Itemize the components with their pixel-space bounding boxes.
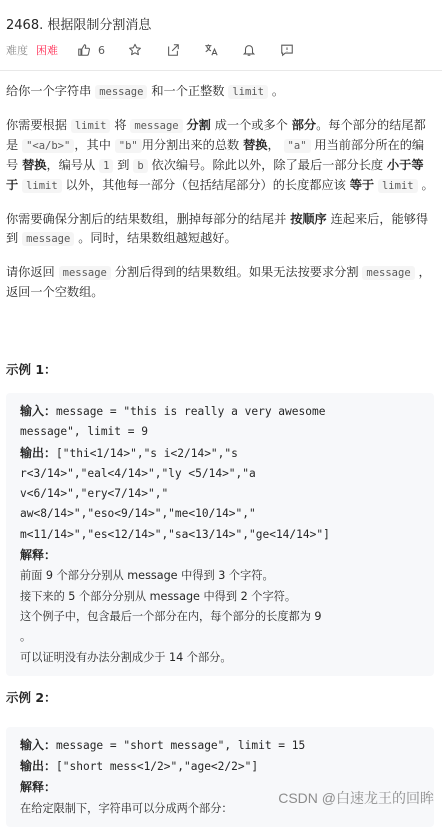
watermark: CSDN @白速龙王的回眸 <box>278 790 434 806</box>
desc-text: 你需要根据 <box>6 118 67 132</box>
desc-text: 。 <box>421 178 434 192</box>
example-output-cont: r<3/14>","eal<4/14>","ly <5/14>","a <box>20 466 256 480</box>
inline-code: message <box>130 119 182 133</box>
desc-text: 分割后得到的结果数组。如果无法按要求分割 <box>114 265 359 279</box>
like-button[interactable] <box>76 42 105 58</box>
explain-line: 这个例子中，包含最后一个部分在内，每个部分的长度都为 9 <box>20 609 322 623</box>
inline-code: "a" <box>284 139 311 153</box>
desc-paragraph-3 <box>6 210 434 249</box>
inline-code: limit <box>228 85 268 99</box>
example-output-cont: v<6/14>","ery<7/14>"," <box>20 487 169 501</box>
inline-code: message <box>22 232 74 246</box>
inline-code: limit <box>22 179 62 193</box>
example-output: ["short mess<1/2>","age<2/2>"] <box>56 760 259 774</box>
desc-text: 用当前部分所在的编号 <box>6 138 425 172</box>
bold-text: 按顺序 <box>290 212 327 226</box>
share-icon[interactable] <box>165 42 181 58</box>
desc-paragraph-4 <box>6 263 434 302</box>
desc-text: 将 <box>114 118 127 132</box>
inline-code: message <box>59 266 111 280</box>
bold-text: 小于等于 <box>6 158 424 192</box>
thumbs-up-icon <box>76 42 92 58</box>
inline-code: "<a/b>" <box>22 139 74 153</box>
desc-text: 到 <box>117 158 130 172</box>
problem-description <box>6 82 434 827</box>
example-input: message = "this is really a very awesome <box>56 405 326 418</box>
explain-line: 在给定限制下，字符串可以分成两个部分： <box>20 801 233 815</box>
explain-line: 接下来的 5 个部分分别从 message 中得到 2 个字符。 <box>20 589 297 603</box>
example-output-cont: aw<8/14>","eso<9/14>","me<10/14>"," <box>20 507 256 521</box>
example-input-cont: message", limit = 9 <box>20 425 148 439</box>
explain-line: 。 <box>20 630 32 644</box>
difficulty-label: 难度 <box>6 44 28 57</box>
inline-code: 1 <box>99 159 113 173</box>
desc-text: 。每个部分的结尾都是 <box>6 118 426 152</box>
output-label: 输出： <box>20 759 57 774</box>
bold-text: 分割 <box>186 118 211 132</box>
explain-line: 可以证明没有办法分割成少于 14 个部分。 <box>20 650 232 664</box>
input-label: 输入： <box>20 404 57 418</box>
bell-icon[interactable] <box>241 42 257 58</box>
example-output: ["thi<1/14>","s i<2/14>","s <box>56 446 238 460</box>
input-label: 输入： <box>20 737 57 752</box>
desc-text: 连起来后，能够得到 <box>6 212 429 245</box>
bold-text: 替换 <box>243 138 268 152</box>
star-icon[interactable] <box>127 42 143 58</box>
output-label: 输出： <box>20 445 57 460</box>
like-count: 6 <box>98 43 105 57</box>
desc-text: 请你返回 <box>6 265 55 279</box>
desc-text: ，其中 <box>74 138 111 152</box>
explain-line: 前面 9 个部分分别从 message 中得到 3 个字符。 <box>20 569 274 583</box>
desc-text: 成一个或多个 <box>214 118 288 132</box>
inline-code: b <box>133 159 147 173</box>
desc-text: 用分割出来的总数 <box>141 138 240 152</box>
explain-label: 解释： <box>20 548 57 563</box>
inline-code: message <box>95 85 147 99</box>
inline-code: "b" <box>115 139 142 153</box>
bold-text: 替换 <box>22 158 47 172</box>
problem-title: 2468. 根据限制分割消息 <box>6 18 152 33</box>
difficulty-badge: 困难 <box>36 44 58 57</box>
example-2-title: 示例 2： <box>6 689 57 705</box>
inline-code: limit <box>378 179 418 193</box>
desc-text: 依次编号。除此以外，除了最后一部分长度 <box>151 158 384 172</box>
desc-text: 。 <box>271 84 284 98</box>
bold-text: 部分 <box>291 118 317 132</box>
example-1-box <box>6 393 434 676</box>
inline-code: limit <box>71 119 111 133</box>
inline-code: message <box>362 266 414 280</box>
desc-text: 给你一个字符串 <box>6 84 92 98</box>
example-output-cont: m<11/14>","es<12/14>","sa<13/14>","ge<14/14>"] <box>20 527 330 541</box>
desc-text: 你需要确保分割后的结果数组，删掉每部分的结尾并 <box>6 212 287 226</box>
example-2-box <box>6 727 434 827</box>
desc-text: 和一个正整数 <box>151 84 225 98</box>
example-input: message = "short message", limit = 15 <box>56 738 306 752</box>
bold-text: 等于 <box>349 178 375 192</box>
explain-label: 解释： <box>20 780 57 795</box>
desc-text: ， <box>267 138 280 152</box>
translate-icon[interactable] <box>203 42 219 58</box>
example-1-title: 示例 1： <box>6 362 57 377</box>
desc-paragraph-2 <box>6 116 434 196</box>
desc-paragraph-1 <box>6 82 434 102</box>
feedback-icon[interactable] <box>279 42 295 58</box>
desc-text: ，返回一个空数组。 <box>6 265 431 299</box>
problem-meta-row <box>6 42 295 58</box>
desc-text: ，编号从 <box>46 158 96 172</box>
desc-text: 以外，其他每一部分（包括结尾部分）的长度都应该 <box>65 178 346 192</box>
problem-header <box>0 0 442 71</box>
desc-text: 。同时，结果数组越短越好。 <box>78 231 237 245</box>
